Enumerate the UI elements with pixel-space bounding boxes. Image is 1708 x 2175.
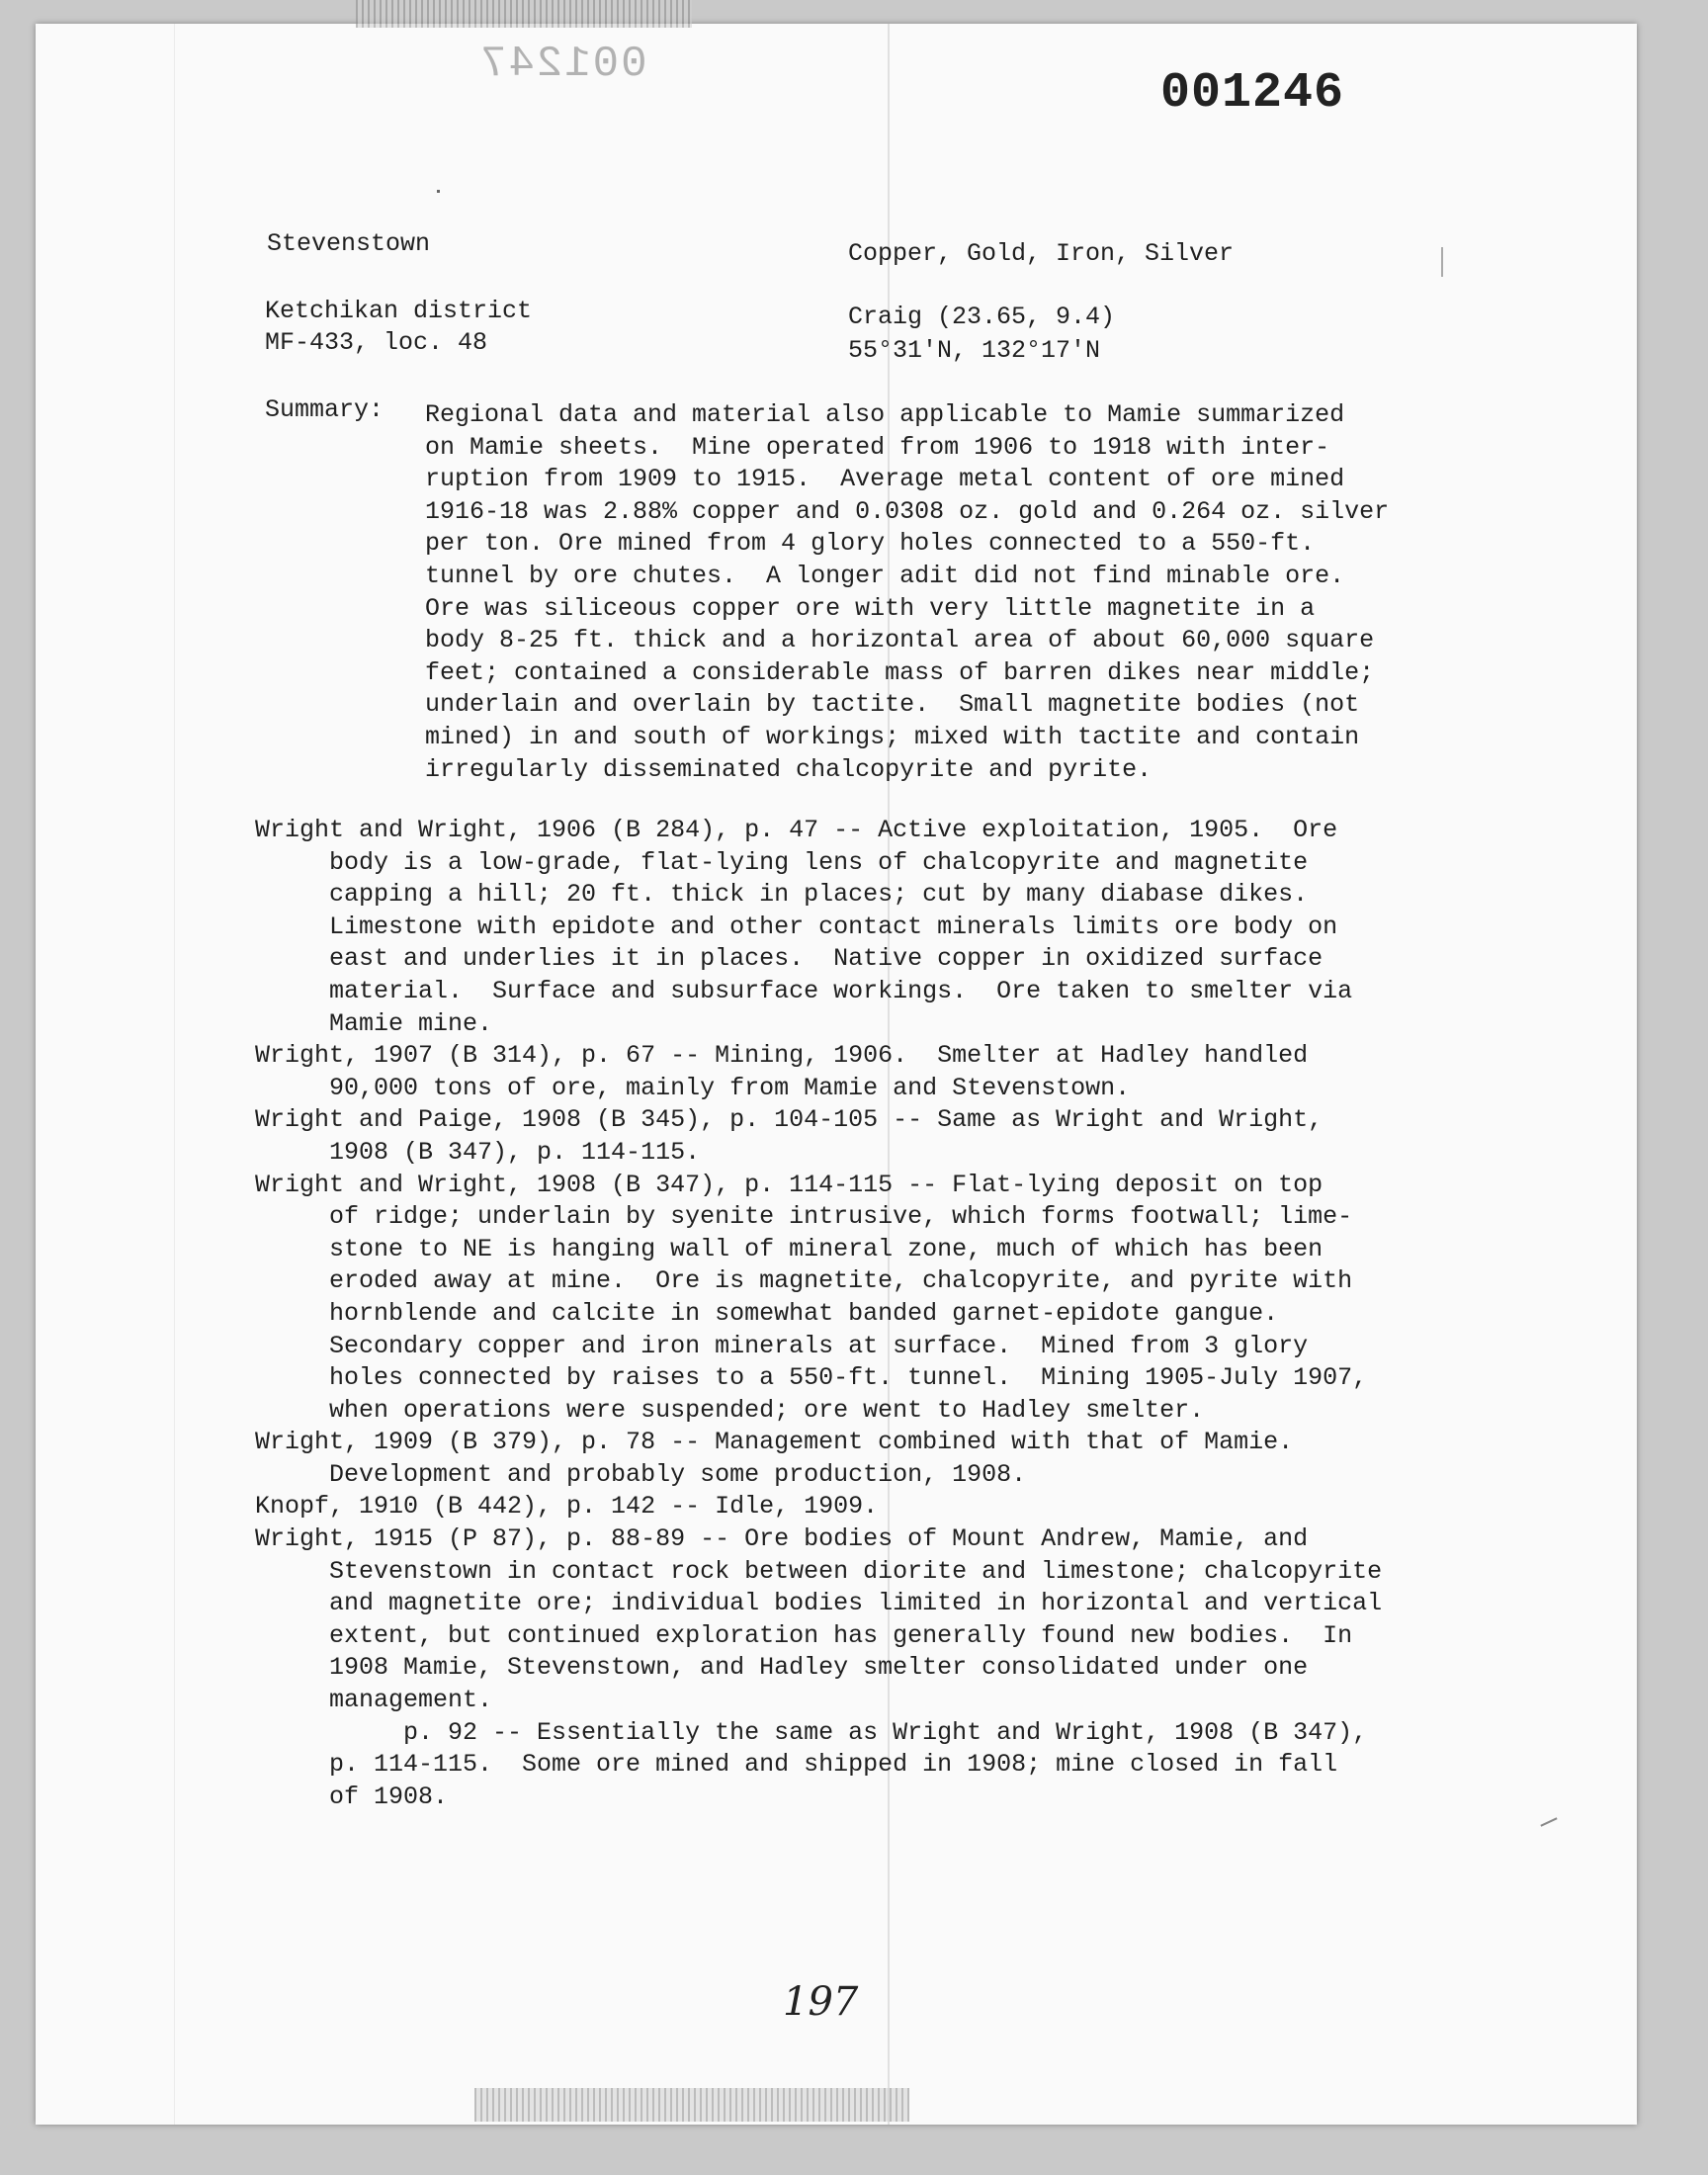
- reference-line: extent, but continued exploration has generally found new bodies. In: [255, 1620, 1353, 1650]
- reference-line: hornblende and calcite in somewhat banded garnet-epidote gangue.: [255, 1298, 1279, 1328]
- coordinates: 55°31'N, 132°17'N: [848, 336, 1101, 365]
- reference-line: body is a low-grade, flat-lying lens of chalcopyrite and magnetite: [255, 847, 1309, 877]
- reference-line: Mamie mine.: [255, 1008, 493, 1038]
- reference-line: Limestone with epidote and other contact minerals limits ore body on: [255, 912, 1338, 941]
- stray-mark: [1441, 247, 1443, 277]
- page-number: 197: [783, 1979, 859, 2025]
- summary-label: Summary:: [265, 395, 384, 424]
- reference-line: Secondary copper and iron minerals at surface. Mined from 3 glory: [255, 1331, 1309, 1360]
- summary-line: irregularly disseminated chalcopyrite and pyrite.: [425, 754, 1153, 784]
- scan-artifact-bottom: [474, 2088, 909, 2122]
- reference-line: p. 92 -- Essentially the same as Wright and Wright, 1908 (B 347),: [255, 1717, 1368, 1747]
- reference-entry: [255, 1523, 1382, 1813]
- summary-line: Regional data and material also applicable to Mamie summarized: [425, 400, 1345, 429]
- reference-line: Wright and Wright, 1906 (B 284), p. 47 -- Active exploitation, 1905. Ore: [255, 816, 1338, 844]
- district: Ketchikan district: [265, 297, 533, 325]
- reference-line: capping a hill; 20 ft. thick in places; cut by many diabase dikes.: [255, 880, 1309, 910]
- reference-line: 1908 (B 347), p. 114-115.: [255, 1137, 701, 1167]
- reference-line: holes connected by raises to a 550-ft. tunnel. Mining 1905-July 1907,: [255, 1363, 1368, 1393]
- mine-name: Stevenstown: [267, 229, 431, 258]
- commodities: Copper, Gold, Iron, Silver: [848, 239, 1235, 268]
- references: [255, 815, 1382, 1813]
- summary-text: [425, 399, 1389, 786]
- reference-entry: [255, 815, 1382, 1040]
- reference-line: when operations were suspended; ore went to Hadley smelter.: [255, 1395, 1205, 1425]
- summary-line: underlain and overlain by tactite. Small magnetite bodies (not: [425, 690, 1360, 720]
- reference-line: of 1908.: [255, 1782, 449, 1811]
- reference-entry: [255, 1491, 1382, 1523]
- summary-line: Ore was siliceous copper ore with very little magnetite in a: [425, 593, 1316, 623]
- reference-line: Stevenstown in contact rock between diorite and limestone; chalcopyrite: [255, 1556, 1383, 1586]
- reference-line: and magnetite ore; individual bodies limited in horizontal and vertical: [255, 1589, 1383, 1618]
- summary-line: mined) in and south of workings; mixed with tactite and contain: [425, 722, 1360, 751]
- reference-line: Wright, 1907 (B 314), p. 67 -- Mining, 1906. Smelter at Hadley handled: [255, 1041, 1309, 1071]
- reference-line: material. Surface and subsurface workings. Ore taken to smelter via: [255, 976, 1353, 1005]
- reference-entry: [255, 1427, 1382, 1491]
- reference-line: management.: [255, 1686, 493, 1715]
- reference-line: stone to NE is hanging wall of mineral zone, much of which has been: [255, 1234, 1324, 1263]
- summary-line: on Mamie sheets. Mine operated from 1906 to 1918 with inter-: [425, 432, 1330, 462]
- summary-line: ruption from 1909 to 1915. Average metal content of ore mined: [425, 465, 1345, 494]
- reference-entry: [255, 1170, 1382, 1428]
- reference-line: Wright, 1915 (P 87), p. 88-89 -- Ore bodies of Mount Andrew, Mamie, and: [255, 1524, 1309, 1554]
- reference-line: east and underlies it in places. Native copper in oxidized surface: [255, 944, 1324, 974]
- scan-fold-line-left: [174, 24, 175, 2125]
- quadrangle: Craig (23.65, 9.4): [848, 303, 1116, 331]
- reference-line: 1908 Mamie, Stevenstown, and Hadley smelter consolidated under one: [255, 1653, 1309, 1683]
- stray-mark: [437, 190, 440, 193]
- reference-line: Knopf, 1910 (B 442), p. 142 -- Idle, 1909.: [255, 1492, 879, 1522]
- reference-entry: [255, 1040, 1382, 1104]
- bleed-through-number: 001247: [478, 40, 647, 89]
- reference-line: 90,000 tons of ore, mainly from Mamie and Stevenstown.: [255, 1073, 1131, 1102]
- reference-line: of ridge; underlain by syenite intrusive, which forms footwall; lime-: [255, 1202, 1353, 1232]
- reference-entry: [255, 1104, 1382, 1169]
- document-stamp-number: 001246: [1160, 65, 1345, 122]
- scan-artifact-top: [356, 0, 692, 28]
- map-reference: MF-433, loc. 48: [265, 328, 488, 357]
- summary-line: tunnel by ore chutes. A longer adit did not find minable ore.: [425, 561, 1345, 590]
- summary-line: 1916-18 was 2.88% copper and 0.0308 oz. gold and 0.264 oz. silver: [425, 496, 1390, 526]
- summary-line: body 8-25 ft. thick and a horizontal area of about 60,000 square: [425, 626, 1375, 655]
- reference-line: Wright and Wright, 1908 (B 347), p. 114-115 -- Flat-lying deposit on top: [255, 1170, 1324, 1199]
- reference-line: Wright and Paige, 1908 (B 345), p. 104-105 -- Same as Wright and Wright,: [255, 1105, 1324, 1135]
- summary-line: feet; contained a considerable mass of barren dikes near middle;: [425, 657, 1375, 687]
- reference-line: eroded away at mine. Ore is magnetite, chalcopyrite, and pyrite with: [255, 1266, 1353, 1296]
- reference-line: Development and probably some production, 1908.: [255, 1459, 1027, 1489]
- reference-line: p. 114-115. Some ore mined and shipped in 1908; mine closed in fall: [255, 1750, 1338, 1780]
- reference-line: Wright, 1909 (B 379), p. 78 -- Management combined with that of Mamie.: [255, 1428, 1294, 1457]
- summary-line: per ton. Ore mined from 4 glory holes connected to a 550-ft.: [425, 529, 1316, 559]
